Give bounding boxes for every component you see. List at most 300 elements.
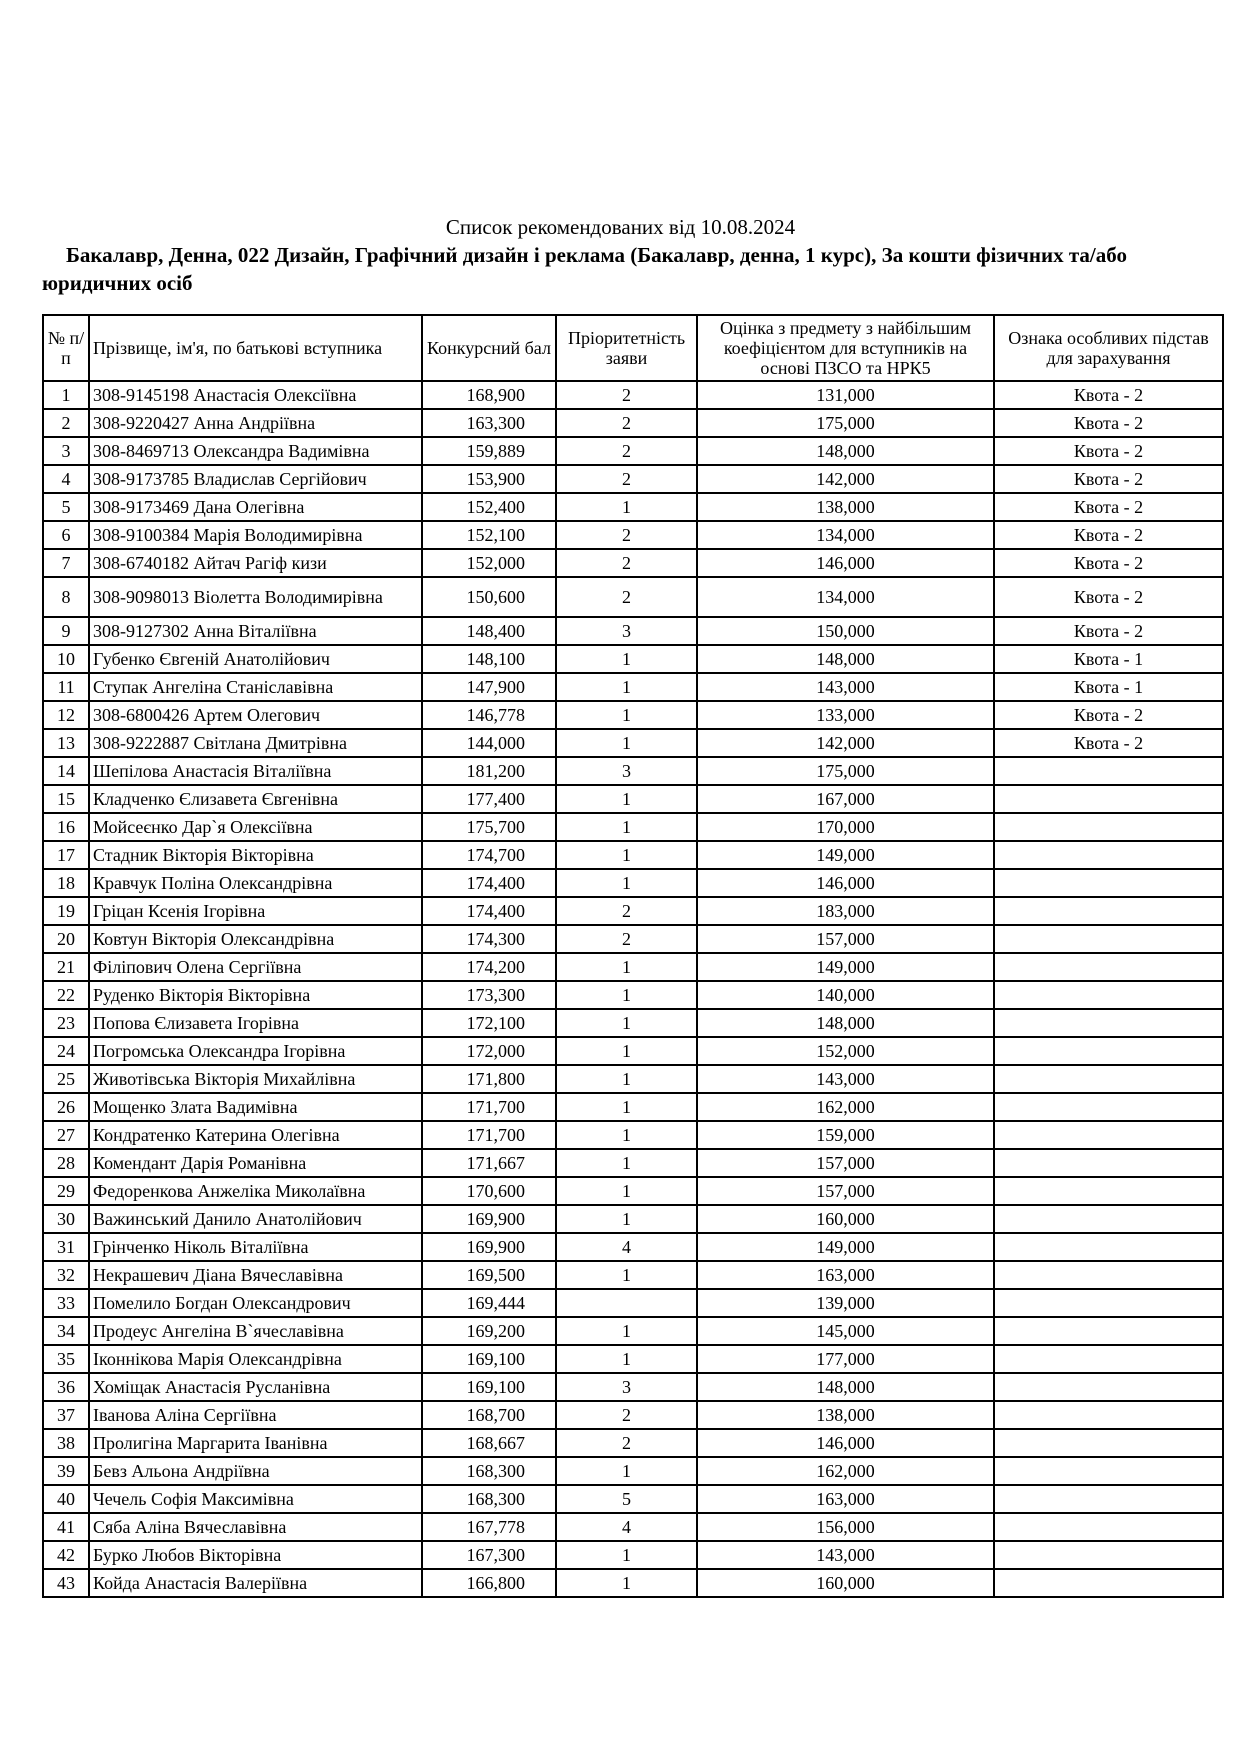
applicant-name: 308-9173469 Дана Олегівна: [89, 493, 422, 521]
competitive-score: 144,000: [422, 729, 556, 757]
subject-score: 163,000: [697, 1261, 994, 1289]
special-grounds-mark: Квота - 1: [994, 645, 1223, 673]
special-grounds-mark: [994, 1513, 1223, 1541]
table-row: [43, 869, 1223, 897]
competitive-score: 174,300: [422, 925, 556, 953]
document-subtitle: Бакалавр, Денна, 022 Дизайн, Графічний дизайн і реклама (Бакалавр, денна, 1 курс), За кошти фізичних та/або юридичних осіб: [42, 243, 1127, 295]
special-grounds-mark: [994, 1289, 1223, 1317]
competitive-score: 163,300: [422, 409, 556, 437]
subject-score: 139,000: [697, 1289, 994, 1317]
competitive-score: 169,200: [422, 1317, 556, 1345]
table-row: [43, 1065, 1223, 1093]
competitive-score: 171,700: [422, 1121, 556, 1149]
special-grounds-mark: Квота - 2: [994, 493, 1223, 521]
row-number: 39: [43, 1457, 89, 1485]
row-number: 37: [43, 1401, 89, 1429]
competitive-score: 169,900: [422, 1233, 556, 1261]
competitive-score: 168,300: [422, 1457, 556, 1485]
subject-score: 134,000: [697, 521, 994, 549]
application-priority: 1: [556, 729, 697, 757]
header-subject: Оцінка з предмету з найбільшим коефіцієнтом для вступників на основі ПЗСО та НРК5: [697, 315, 994, 381]
special-grounds-mark: [994, 785, 1223, 813]
competitive-score: 171,800: [422, 1065, 556, 1093]
row-number: 32: [43, 1261, 89, 1289]
applicant-name: 308-9098013 Віолетта Володимирівна: [89, 577, 422, 617]
header-num: № п/п: [43, 315, 89, 381]
subject-score: 170,000: [697, 813, 994, 841]
special-grounds-mark: [994, 757, 1223, 785]
table-row: [43, 617, 1223, 645]
table-row: [43, 1261, 1223, 1289]
table-row: [43, 493, 1223, 521]
applicant-name: Погромська Олександра Ігорівна: [89, 1037, 422, 1065]
special-grounds-mark: [994, 1177, 1223, 1205]
competitive-score: 167,300: [422, 1541, 556, 1569]
subject-score: 157,000: [697, 1177, 994, 1205]
competitive-score: 152,000: [422, 549, 556, 577]
row-number: 27: [43, 1121, 89, 1149]
row-number: 33: [43, 1289, 89, 1317]
applicant-name: Попова Єлизавета Ігорівна: [89, 1009, 422, 1037]
table-row: [43, 1513, 1223, 1541]
application-priority: 1: [556, 1037, 697, 1065]
competitive-score: 167,778: [422, 1513, 556, 1541]
application-priority: 3: [556, 1373, 697, 1401]
application-priority: 1: [556, 1177, 697, 1205]
special-grounds-mark: [994, 1345, 1223, 1373]
special-grounds-mark: [994, 841, 1223, 869]
competitive-score: 147,900: [422, 673, 556, 701]
applicant-name: 308-9100384 Марія Володимирівна: [89, 521, 422, 549]
table-row: [43, 1177, 1223, 1205]
subject-score: 148,000: [697, 437, 994, 465]
subject-score: 149,000: [697, 1233, 994, 1261]
subject-score: 163,000: [697, 1485, 994, 1513]
header-score: Конкурсний бал: [422, 315, 556, 381]
subject-score: 146,000: [697, 869, 994, 897]
subject-score: 177,000: [697, 1345, 994, 1373]
table-row: [43, 1457, 1223, 1485]
application-priority: 5: [556, 1485, 697, 1513]
applicant-name: 308-6800426 Артем Олегович: [89, 701, 422, 729]
application-priority: 1: [556, 701, 697, 729]
special-grounds-mark: [994, 1429, 1223, 1457]
applicant-name: Животівська Вікторія Михайлівна: [89, 1065, 422, 1093]
special-grounds-mark: [994, 897, 1223, 925]
competitive-score: 172,000: [422, 1037, 556, 1065]
application-priority: 1: [556, 1345, 697, 1373]
special-grounds-mark: [994, 1149, 1223, 1177]
subject-score: 146,000: [697, 1429, 994, 1457]
special-grounds-mark: [994, 1541, 1223, 1569]
special-grounds-mark: Квота - 2: [994, 437, 1223, 465]
special-grounds-mark: [994, 925, 1223, 953]
row-number: 12: [43, 701, 89, 729]
special-grounds-mark: Квота - 2: [994, 381, 1223, 409]
competitive-score: 168,900: [422, 381, 556, 409]
row-number: 11: [43, 673, 89, 701]
subject-score: 149,000: [697, 953, 994, 981]
applicant-name: Помелило Богдан Олександрович: [89, 1289, 422, 1317]
row-number: 2: [43, 409, 89, 437]
competitive-score: 169,100: [422, 1373, 556, 1401]
table-row: [43, 757, 1223, 785]
header-name: Прізвище, ім'я, по батькові вступника: [89, 315, 422, 381]
applicant-name: Шепілова Анастасія Віталіївна: [89, 757, 422, 785]
subject-score: 142,000: [697, 465, 994, 493]
special-grounds-mark: Квота - 2: [994, 701, 1223, 729]
special-grounds-mark: Квота - 2: [994, 617, 1223, 645]
special-grounds-mark: Квота - 2: [994, 577, 1223, 617]
applicant-name: Губенко Євгеній Анатолійович: [89, 645, 422, 673]
special-grounds-mark: Квота - 2: [994, 409, 1223, 437]
subject-score: 162,000: [697, 1093, 994, 1121]
table-row: [43, 1485, 1223, 1513]
competitive-score: 172,100: [422, 1009, 556, 1037]
subject-score: 138,000: [697, 1401, 994, 1429]
competitive-score: 148,400: [422, 617, 556, 645]
subject-score: 140,000: [697, 981, 994, 1009]
applicant-name: Ковтун Вікторія Олександрівна: [89, 925, 422, 953]
subject-score: 148,000: [697, 1009, 994, 1037]
application-priority: 1: [556, 813, 697, 841]
competitive-score: 146,778: [422, 701, 556, 729]
applicant-name: Федоренкова Анжеліка Миколаївна: [89, 1177, 422, 1205]
special-grounds-mark: [994, 1485, 1223, 1513]
applicant-name: Гріцан Ксенія Ігорівна: [89, 897, 422, 925]
competitive-score: 169,100: [422, 1345, 556, 1373]
special-grounds-mark: Квота - 2: [994, 465, 1223, 493]
table-row: [43, 1541, 1223, 1569]
header-priority: Пріоритетність заяви: [556, 315, 697, 381]
table-row: [43, 729, 1223, 757]
subject-score: 159,000: [697, 1121, 994, 1149]
applicant-name: Бевз Альона Андріївна: [89, 1457, 422, 1485]
table-row: [43, 953, 1223, 981]
competitive-score: 174,700: [422, 841, 556, 869]
application-priority: 1: [556, 645, 697, 673]
application-priority: 2: [556, 577, 697, 617]
applicant-name: 308-9145198 Анастасія Олексіївна: [89, 381, 422, 409]
competitive-score: 152,400: [422, 493, 556, 521]
table-row: [43, 701, 1223, 729]
special-grounds-mark: [994, 1205, 1223, 1233]
special-grounds-mark: [994, 1569, 1223, 1597]
competitive-score: 169,500: [422, 1261, 556, 1289]
table-row: [43, 841, 1223, 869]
row-number: 19: [43, 897, 89, 925]
application-priority: 1: [556, 1457, 697, 1485]
special-grounds-mark: [994, 1233, 1223, 1261]
application-priority: 2: [556, 897, 697, 925]
application-priority: 1: [556, 981, 697, 1009]
application-priority: 1: [556, 841, 697, 869]
competitive-score: 171,667: [422, 1149, 556, 1177]
subject-score: 160,000: [697, 1569, 994, 1597]
applicant-name: Продеус Ангеліна В`ячеславівна: [89, 1317, 422, 1345]
competitive-score: 168,700: [422, 1401, 556, 1429]
subject-score: 143,000: [697, 1541, 994, 1569]
table-row: [43, 1037, 1223, 1065]
applicant-name: Іванова Аліна Сергіївна: [89, 1401, 422, 1429]
subject-score: 143,000: [697, 1065, 994, 1093]
table-body: [43, 381, 1223, 1597]
special-grounds-mark: [994, 1037, 1223, 1065]
table-row: [43, 813, 1223, 841]
special-grounds-mark: [994, 1457, 1223, 1485]
application-priority: 1: [556, 1569, 697, 1597]
table-row: [43, 1121, 1223, 1149]
application-priority: 2: [556, 381, 697, 409]
applicant-name: 308-9127302 Анна Віталіївна: [89, 617, 422, 645]
applicant-name: Іконнікова Марія Олександрівна: [89, 1345, 422, 1373]
applicant-name: Стадник Вікторія Вікторівна: [89, 841, 422, 869]
table-row: [43, 1401, 1223, 1429]
row-number: 6: [43, 521, 89, 549]
table-row: [43, 437, 1223, 465]
row-number: 35: [43, 1345, 89, 1373]
competitive-score: 169,444: [422, 1289, 556, 1317]
competitive-score: 166,800: [422, 1569, 556, 1597]
table-row: [43, 409, 1223, 437]
subject-score: 152,000: [697, 1037, 994, 1065]
subject-score: 175,000: [697, 757, 994, 785]
subject-score: 156,000: [697, 1513, 994, 1541]
applicant-name: Койда Анастасія Валеріївна: [89, 1569, 422, 1597]
document-title: Список рекомендованих від 10.08.2024: [445, 215, 796, 239]
row-number: 13: [43, 729, 89, 757]
row-number: 25: [43, 1065, 89, 1093]
competitive-score: 174,200: [422, 953, 556, 981]
table-row: [43, 521, 1223, 549]
subject-score: 148,000: [697, 1373, 994, 1401]
row-number: 18: [43, 869, 89, 897]
row-number: 3: [43, 437, 89, 465]
special-grounds-mark: [994, 981, 1223, 1009]
applicant-name: Кондратенко Катерина Олегівна: [89, 1121, 422, 1149]
competitive-score: 150,600: [422, 577, 556, 617]
table-row: [43, 381, 1223, 409]
table-header-row: [43, 315, 1223, 381]
applicant-name: Кладченко Єлизавета Євгенівна: [89, 785, 422, 813]
application-priority: 1: [556, 673, 697, 701]
application-priority: 1: [556, 1317, 697, 1345]
competitive-score: 177,400: [422, 785, 556, 813]
table-row: [43, 577, 1223, 617]
applicant-name: Пролигіна Маргарита Іванівна: [89, 1429, 422, 1457]
row-number: 34: [43, 1317, 89, 1345]
subject-score: 167,000: [697, 785, 994, 813]
row-number: 14: [43, 757, 89, 785]
applicants-table: [42, 314, 1224, 1598]
special-grounds-mark: [994, 1317, 1223, 1345]
subject-score: 138,000: [697, 493, 994, 521]
applicant-name: 308-9220427 Анна Андріївна: [89, 409, 422, 437]
competitive-score: 169,900: [422, 1205, 556, 1233]
application-priority: 1: [556, 1093, 697, 1121]
application-priority: 1: [556, 1541, 697, 1569]
row-number: 42: [43, 1541, 89, 1569]
special-grounds-mark: [994, 1065, 1223, 1093]
application-priority: 1: [556, 953, 697, 981]
table-row: [43, 1569, 1223, 1597]
subject-score: 162,000: [697, 1457, 994, 1485]
application-priority: 2: [556, 409, 697, 437]
row-number: 10: [43, 645, 89, 673]
row-number: 5: [43, 493, 89, 521]
applicant-name: Некрашевич Діана Вячеславівна: [89, 1261, 422, 1289]
table-row: [43, 1429, 1223, 1457]
table-row: [43, 785, 1223, 813]
row-number: 29: [43, 1177, 89, 1205]
special-grounds-mark: [994, 1373, 1223, 1401]
applicant-name: Мойсеєнко Дар`я Олексіївна: [89, 813, 422, 841]
table-row: [43, 925, 1223, 953]
row-number: 9: [43, 617, 89, 645]
applicant-name: 308-9222887 Світлана Дмитрівна: [89, 729, 422, 757]
row-number: 17: [43, 841, 89, 869]
row-number: 28: [43, 1149, 89, 1177]
special-grounds-mark: Квота - 2: [994, 521, 1223, 549]
applicant-name: Мощенко Злата Вадимівна: [89, 1093, 422, 1121]
applicant-name: Сяба Аліна Вячеславівна: [89, 1513, 422, 1541]
applicant-name: 308-8469713 Олександра Вадимівна: [89, 437, 422, 465]
row-number: 23: [43, 1009, 89, 1037]
application-priority: 4: [556, 1513, 697, 1541]
applicant-name: 308-6740182 Айтач Рагіф кизи: [89, 549, 422, 577]
subject-score: 157,000: [697, 1149, 994, 1177]
application-priority: 1: [556, 869, 697, 897]
application-priority: 2: [556, 465, 697, 493]
competitive-score: 148,100: [422, 645, 556, 673]
special-grounds-mark: [994, 1121, 1223, 1149]
row-number: 8: [43, 577, 89, 617]
table-row: [43, 645, 1223, 673]
row-number: 1: [43, 381, 89, 409]
subject-score: 175,000: [697, 409, 994, 437]
row-number: 41: [43, 1513, 89, 1541]
application-priority: 1: [556, 1009, 697, 1037]
applicant-name: Чечель Софія Максимівна: [89, 1485, 422, 1513]
row-number: 31: [43, 1233, 89, 1261]
subject-score: 160,000: [697, 1205, 994, 1233]
row-number: 26: [43, 1093, 89, 1121]
table-row: [43, 897, 1223, 925]
subject-score: 149,000: [697, 841, 994, 869]
special-grounds-mark: [994, 1401, 1223, 1429]
subject-score: 157,000: [697, 925, 994, 953]
row-number: 20: [43, 925, 89, 953]
table-row: [43, 1345, 1223, 1373]
subject-score: 131,000: [697, 381, 994, 409]
application-priority: 1: [556, 1065, 697, 1093]
application-priority: 2: [556, 925, 697, 953]
special-grounds-mark: Квота - 1: [994, 673, 1223, 701]
competitive-score: 153,900: [422, 465, 556, 493]
application-priority: 2: [556, 521, 697, 549]
competitive-score: 168,667: [422, 1429, 556, 1457]
subject-score: 145,000: [697, 1317, 994, 1345]
table-row: [43, 1233, 1223, 1261]
table-row: [43, 1009, 1223, 1037]
application-priority: 1: [556, 1149, 697, 1177]
application-priority: 1: [556, 1205, 697, 1233]
applicant-name: Важинський Данило Анатолійович: [89, 1205, 422, 1233]
row-number: 40: [43, 1485, 89, 1513]
table-row: [43, 1289, 1223, 1317]
application-priority: 2: [556, 437, 697, 465]
applicant-name: Комендант Дарія Романівна: [89, 1149, 422, 1177]
row-number: 43: [43, 1569, 89, 1597]
application-priority: 4: [556, 1233, 697, 1261]
row-number: 21: [43, 953, 89, 981]
table-row: [43, 465, 1223, 493]
application-priority: [556, 1289, 697, 1317]
special-grounds-mark: [994, 1009, 1223, 1037]
special-grounds-mark: [994, 1093, 1223, 1121]
application-priority: 1: [556, 785, 697, 813]
competitive-score: 171,700: [422, 1093, 556, 1121]
table-row: [43, 1317, 1223, 1345]
subject-score: 146,000: [697, 549, 994, 577]
competitive-score: 175,700: [422, 813, 556, 841]
subject-score: 142,000: [697, 729, 994, 757]
table-row: [43, 1149, 1223, 1177]
competitive-score: 174,400: [422, 869, 556, 897]
applicant-name: Кравчук Поліна Олександрівна: [89, 869, 422, 897]
row-number: 24: [43, 1037, 89, 1065]
header-mark: Ознака особливих підстав для зарахування: [994, 315, 1223, 381]
competitive-score: 159,889: [422, 437, 556, 465]
table-row: [43, 1093, 1223, 1121]
application-priority: 1: [556, 1261, 697, 1289]
special-grounds-mark: [994, 869, 1223, 897]
applicant-name: Ступак Ангеліна Станіславівна: [89, 673, 422, 701]
row-number: 22: [43, 981, 89, 1009]
applicant-name: Грінченко Ніколь Віталіївна: [89, 1233, 422, 1261]
row-number: 15: [43, 785, 89, 813]
application-priority: 1: [556, 1121, 697, 1149]
special-grounds-mark: Квота - 2: [994, 729, 1223, 757]
applicant-name: Руденко Вікторія Вікторівна: [89, 981, 422, 1009]
row-number: 38: [43, 1429, 89, 1457]
competitive-score: 173,300: [422, 981, 556, 1009]
application-priority: 2: [556, 1401, 697, 1429]
table-row: [43, 981, 1223, 1009]
competitive-score: 181,200: [422, 757, 556, 785]
application-priority: 3: [556, 617, 697, 645]
row-number: 7: [43, 549, 89, 577]
special-grounds-mark: [994, 813, 1223, 841]
table-row: [43, 673, 1223, 701]
special-grounds-mark: [994, 1261, 1223, 1289]
competitive-score: 168,300: [422, 1485, 556, 1513]
row-number: 36: [43, 1373, 89, 1401]
table-row: [43, 1205, 1223, 1233]
application-priority: 2: [556, 1429, 697, 1457]
competitive-score: 174,400: [422, 897, 556, 925]
application-priority: 3: [556, 757, 697, 785]
competitive-score: 170,600: [422, 1177, 556, 1205]
subject-score: 134,000: [697, 577, 994, 617]
row-number: 4: [43, 465, 89, 493]
competitive-score: 152,100: [422, 521, 556, 549]
subject-score: 143,000: [697, 673, 994, 701]
applicant-name: 308-9173785 Владислав Сергійович: [89, 465, 422, 493]
applicant-name: Бурко Любов Вікторівна: [89, 1541, 422, 1569]
row-number: 16: [43, 813, 89, 841]
applicant-name: Хоміщак Анастасія Русланівна: [89, 1373, 422, 1401]
